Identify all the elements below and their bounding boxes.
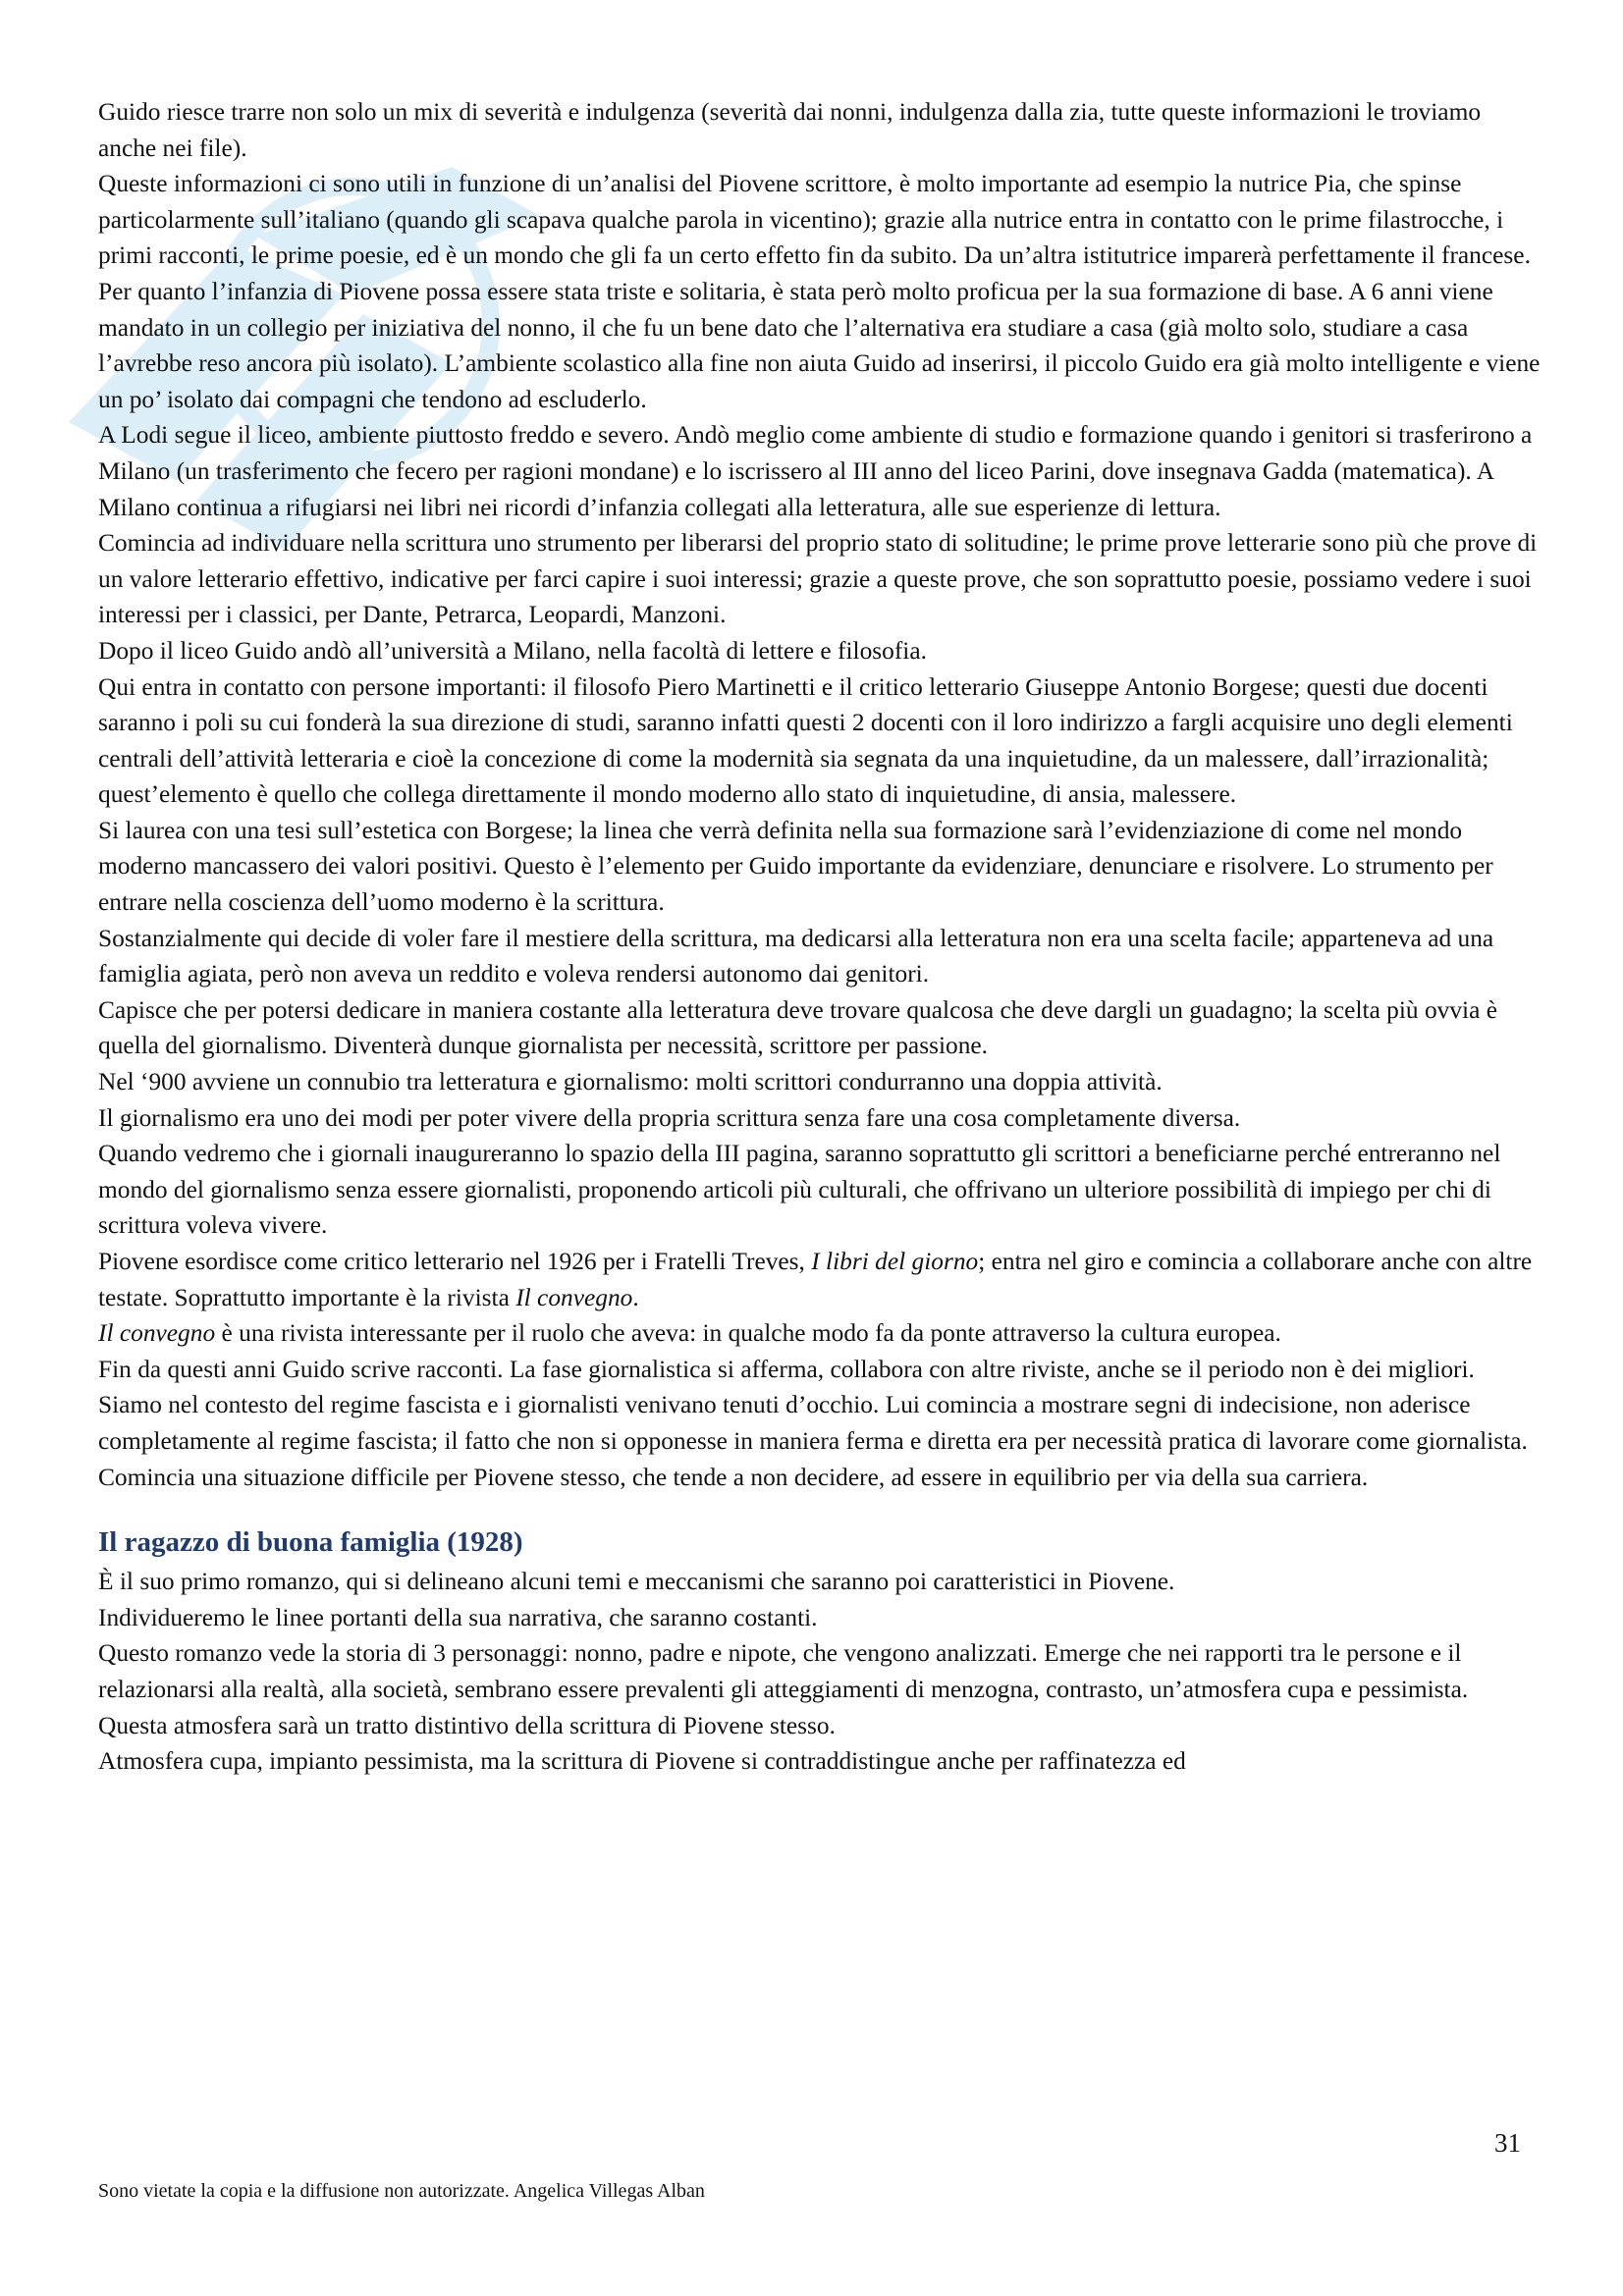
paragraph: Guido riesce trarre non solo un mix di severità e indulgenza (severità dai nonni, indulgenza dalla zia, tutte queste informazioni le troviamo anche nei file). [98, 98, 1482, 162]
paragraph: Si laurea con una tesi sull’estetica con Borgese; la linea che verrà definita nella sua formazione sarà l’evidenziazione di come nel mondo moderno mancassero dei valori positivi. Questo è l’elemento per Guido importante da evidenziare, denunciare e risolvere. Lo strumento per entrare nella coscienza dell’uomo moderno è la scrittura. [98, 816, 1493, 917]
page-number: 31 [1494, 2128, 1521, 2158]
paragraph-text: è una rivista interessante per il ruolo che aveva: in qualche modo fa da ponte attraverso la cultura europea. [215, 1319, 1281, 1348]
paragraph-text: Piovene esordisce come critico letterario nel 1926 per i Fratelli Treves, [98, 1248, 812, 1275]
paragraph: Individueremo le linee portanti della sua narrativa, che saranno costanti. [98, 1603, 818, 1631]
paragraph-text: . [632, 1283, 639, 1311]
paragraph: Comincia ad individuare nella scrittura uno strumento per liberarsi del proprio stato di solitudine; le prime prove letterarie sono più che prove di un valore letterario effettivo, indicative per farci capire i suoi interessi; grazie a queste prove, che son soprattutto poesie, possiamo vedere i suoi interessi per i classici, per Dante, Petrarca, Leopardi, Manzoni. [98, 529, 1538, 629]
journal-title: Il convegno [98, 1319, 216, 1348]
paragraph: Quando vedremo che i giornali inaugureranno lo spazio della III pagina, saranno soprattutto gli scrittori a beneficiarne perché entreranno nel mondo del giornalismo senza essere giornalisti, proponendo articoli più culturali, che offrivano un ulteriore possibilità di impiego per chi di scrittura voleva vivere. [98, 1140, 1501, 1240]
paragraph: A Lodi segue il liceo, ambiente piuttosto freddo e severo. Andò meglio come ambiente di studio e formazione quando i genitori si trasferirono a Milano (un trasferimento che fecero per ragioni mondane) e lo iscrissero al III anno del liceo Parini, dove insegnava Gadda (matematica). A Milano continua a rifugiarsi nei libri nei ricordi d’infanzia collegati alla letteratura, alle sue esperienze di lettura. [98, 421, 1533, 521]
paragraph: Capisce che per potersi dedicare in maniera costante alla letteratura deve trovare qualcosa che deve dargli un guadagno; la scelta più ovvia è quella del giornalismo. Diventerà dunque giornalista per necessità, scrittore per passione. [98, 995, 1497, 1060]
book-title: I libri del giorno [811, 1248, 979, 1275]
section-heading: Il ragazzo di buona famiglia (1928) [98, 1526, 523, 1559]
paragraph: Qui entra in contatto con persone importanti: il filosofo Piero Martinetti e il critico letterario Giuseppe Antonio Borgese; questi due docenti saranno i poli su cui fonderà la sua direzione di studi, saranno infatti questi 2 docenti con il loro indirizzo a fargli acquisire uno degli elementi centrali dell’attività letteraria e cioè la concezione di come la modernità sia segnata da una inquietudine, da un malessere, dall’irrazionalità; quest’elemento è quello che collega direttamente il mondo moderno allo stato di inquietudine, di ansia, malessere. [98, 672, 1513, 809]
paragraph: Questo romanzo vede la storia di 3 personaggi: nonno, padre e nipote, che vengono analizzati. Emerge che nei rapporti tra le persone e il relazionarsi alla realtà, alla società, sembrano essere prevalenti gli atteggiamenti di menzogna, contrasto, un’atmosfera cupa e pessimista. Questa atmosfera sarà un tratto distintivo della scrittura di Piovene stesso. [98, 1639, 1469, 1739]
paragraph: Fin da questi anni Guido scrive racconti. La fase giornalistica si afferma, collabora con altre riviste, anche se il periodo non è dei migliori. Siamo nel contesto del regime fascista e i giornalisti venivano tenuti d’occhio. Lui comincia a mostrare segni di indecisione, non aderisce completamente al regime fascista; il fatto che non si opponesse in maniera ferma e diretta era per necessità pratica di lavorare come giornalista. Comincia una situazione difficile per Piovene stesso, che tende a non decidere, ad essere in equilibrio per via della sua carriera. [98, 1355, 1528, 1491]
copyright-notice: Sono vietate la copia e la diffusione non autorizzate. Angelica Villegas Alban [98, 2180, 705, 2202]
paragraph-text: ; entra nel giro e comincia a collaborare anche con altre testate. Soprattutto importante è la rivista [98, 1248, 1533, 1311]
page-body [98, 94, 1542, 1780]
paragraph: Queste informazioni ci sono utili in funzione di un’analisi del Piovene scrittore, è molto importante ad esempio la nutrice Pia, che spinse particolarmente sull’italiano (quando gli scapava qualche parola in vicentino); grazie alla nutrice entra in contatto con le prime filastrocche, i primi racconti, le prime poesie, ed è un mondo che gli fa un certo effetto fin da subito. Da un’altra istitutrice imparerà perfettamente il francese. [98, 170, 1531, 270]
paragraph: Dopo il liceo Guido andò all’università a Milano, nella facoltà di lettere e filosofia. [98, 636, 927, 665]
paragraph: Il giornalismo era uno dei modi per poter vivere della propria scrittura senza fare una cosa completamente diversa. [98, 1103, 1241, 1132]
paragraph: Nel ‘900 avviene un connubio tra letteratura e giornalismo: molti scrittori condurranno una doppia attività. [98, 1068, 1163, 1096]
paragraph: Atmosfera cupa, impianto pessimista, ma la scrittura di Piovene si contraddistingue anche per raffinatezza ed [98, 1747, 1186, 1776]
paragraph-convegno [98, 1315, 1542, 1352]
paragraph: Sostanzialmente qui decide di voler fare il mestiere della scrittura, ma dedicarsi alla letteratura non era una scelta facile; apparteneva ad una famiglia agiata, però non aveva un reddito e voleva rendersi autonomo dai genitori. [98, 924, 1494, 988]
paragraph-treves [98, 1244, 1542, 1315]
paragraph: È il suo primo romanzo, qui si delineano alcuni temi e meccanismi che saranno poi caratteristici in Piovene. [98, 1568, 1175, 1596]
journal-title: Il convegno [515, 1283, 633, 1311]
paragraph: Per quanto l’infanzia di Piovene possa essere stata triste e solitaria, è stata però molto proficua per la sua formazione di base. A 6 anni viene mandato in un collegio per iniziativa del nonno, il che fu un bene dato che l’alternativa era studiare a casa (già molto solo, studiare a casa l’avrebbe reso ancora più isolato). L’ambiente scolastico alla fine non aiuta Guido ad inserirsi, il piccolo Guido era già molto intelligente e viene un po’ isolato dai compagni che tendono ad escluderlo. [98, 277, 1541, 413]
